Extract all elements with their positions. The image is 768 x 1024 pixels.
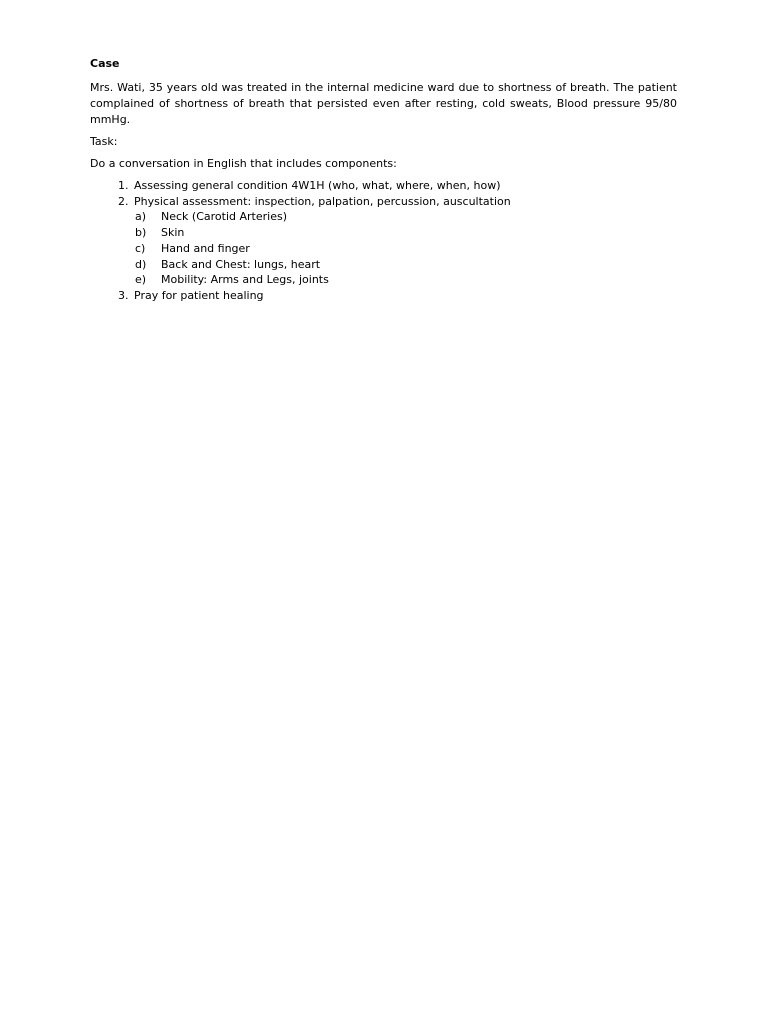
sub-list-item — [90, 272, 677, 288]
sub-item-text: Neck (Carotid Arteries) — [161, 210, 287, 224]
list-item-text: Physical assessment: inspection, palpation, percussion, auscultation — [134, 194, 511, 208]
sub-list-item — [90, 257, 677, 273]
sub-item-letter: c) — [135, 241, 146, 255]
task-label: Task: — [90, 135, 118, 148]
sub-list-item — [90, 225, 677, 241]
sub-item-letter: e) — [135, 273, 147, 287]
document-page — [90, 56, 677, 304]
list-item-number: 2. — [118, 194, 129, 208]
sub-item-letter: d) — [135, 257, 147, 271]
list-item-number: 3. — [118, 288, 129, 302]
sub-item-text: Skin — [161, 226, 185, 240]
sub-list-item — [90, 241, 677, 257]
sub-list-item — [90, 209, 677, 225]
task-intro: Do a conversation in English that includes components: — [90, 157, 397, 170]
case-heading: Case — [90, 57, 120, 70]
list-item-number: 1. — [118, 179, 129, 192]
sub-item-text: Back and Chest: lungs, heart — [161, 257, 321, 271]
case-description: Mrs. Wati, 35 years old was treated in the internal medicine ward due to shortness of breath. The patient complained of shortness of breath that persisted even after resting, cold sweats, Blood pressure 95/80 mmHg. — [90, 81, 677, 126]
list-item-text: Assessing general condition 4W1H (who, what, where, when, how) — [134, 179, 501, 192]
sub-item-letter: b) — [135, 226, 147, 240]
list-item — [90, 178, 677, 194]
list-item — [90, 194, 677, 288]
list-item — [90, 288, 677, 304]
list-item-text: Pray for patient healing — [134, 288, 264, 302]
sub-list — [134, 209, 677, 288]
sub-item-text: Hand and finger — [161, 241, 250, 255]
sub-item-text: Mobility: Arms and Legs, joints — [161, 273, 329, 287]
task-list — [90, 178, 677, 304]
sub-item-letter: a) — [135, 210, 147, 224]
